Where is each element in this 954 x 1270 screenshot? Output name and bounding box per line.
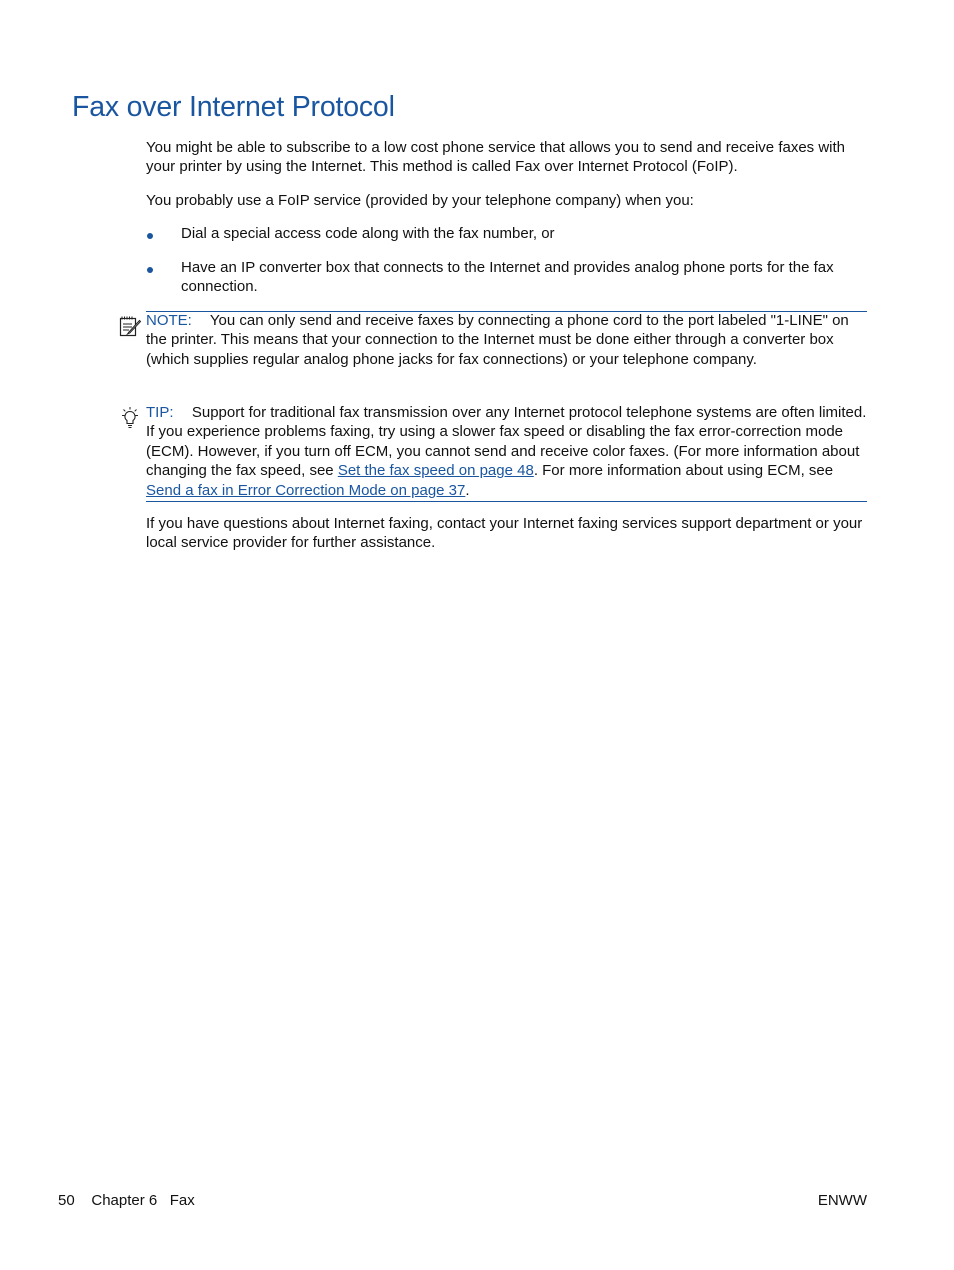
note-text: You can only send and receive faxes by connecting a phone cord to the port labeled "1-LINE" on the printer. This means that your connection to the Internet must be done either through a converter box (which supplies regular analog phone jacks for fax connections) or your telephone company. <box>146 312 849 368</box>
note-pad-icon <box>118 314 142 338</box>
page-footer-left <box>58 1191 195 1210</box>
tip-text-part2: . For more information about using ECM, see <box>533 462 834 480</box>
closing-paragraph: If you have questions about Internet faxing, contact your Internet faxing services support department or your local service provider for further assistance. <box>146 515 863 552</box>
note-label: NOTE: <box>146 312 192 329</box>
bullet-dot <box>147 267 153 273</box>
locale-code: ENWW <box>817 1192 867 1209</box>
bullet-dot <box>147 233 153 239</box>
intro-paragraph: You might be able to subscribe to a low cost phone service that allows you to send and receive faxes with your printer by using the Internet. This method is called Fax over Internet Protocol (FoIP). <box>146 139 846 176</box>
tip-text-part1: Support for traditional fax transmission over any Internet protocol telephone systems are often limited. If you experience problems faxing, try using a slower fax speed or disabling the fax error-correction mode (ECM). However, if you turn off ECM, you cannot send and receive color faxes. (For more information about changing the fax speed, see <box>146 404 867 480</box>
tip-paragraph <box>146 403 870 500</box>
tip-label: TIP: <box>146 404 174 421</box>
error-correction-link[interactable]: Send a fax in Error Correction Mode on page 37 <box>146 481 466 499</box>
fax-speed-link[interactable]: Set the fax speed on page 48 <box>337 462 534 480</box>
page-number: 50 <box>58 1192 75 1209</box>
bullet-item: Have an IP converter box that connects to the Internet and provides analog phone ports for the fax connection. <box>181 259 834 296</box>
page-title: Fax over Internet Protocol <box>72 91 395 123</box>
usage-lead-paragraph: You probably use a FoIP service (provided by your telephone company) when you: <box>146 192 694 209</box>
tip-bottom-rule <box>146 501 867 502</box>
note-paragraph <box>146 311 870 369</box>
bullet-item: Dial a special access code along with the fax number, or <box>181 225 555 242</box>
lightbulb-icon <box>118 406 142 430</box>
section-label: Fax <box>169 1192 195 1209</box>
tip-text-part3: . <box>465 481 470 499</box>
chapter-label: Chapter 6 <box>91 1192 158 1209</box>
